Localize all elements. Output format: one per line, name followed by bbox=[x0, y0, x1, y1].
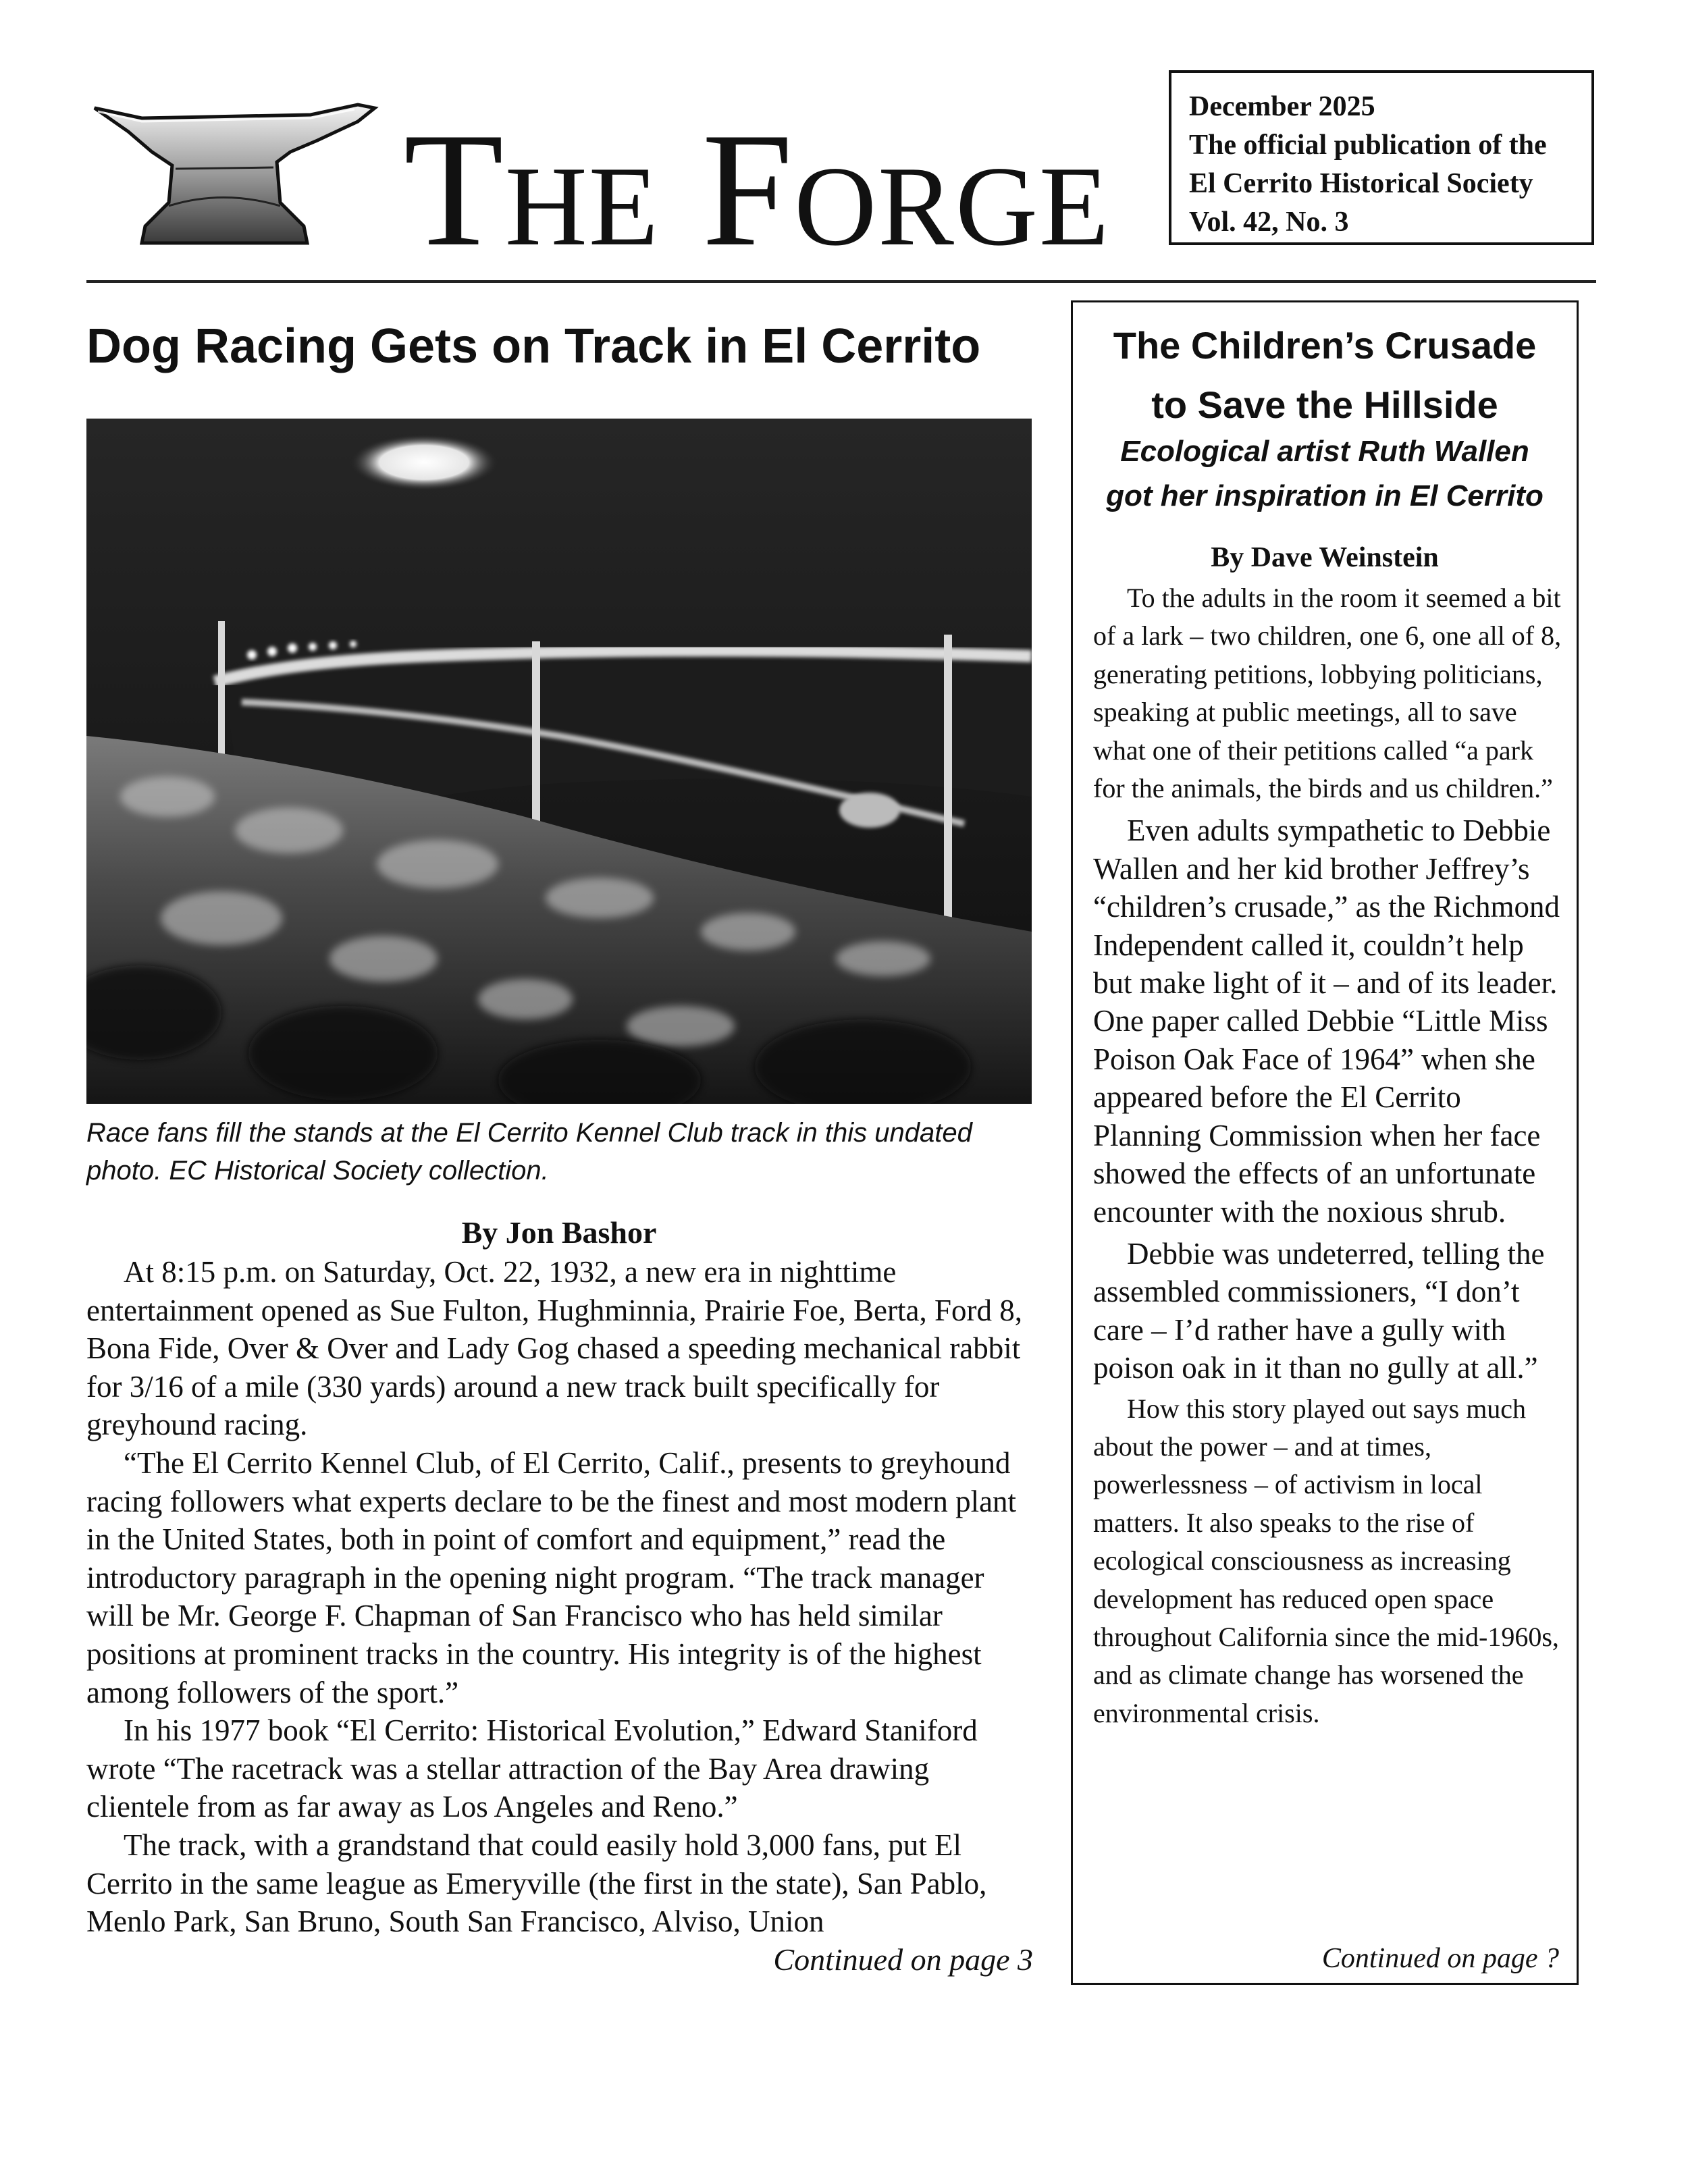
sidebar-title-line: to Save the Hillside bbox=[1151, 383, 1498, 426]
photo-caption: Race fans fill the stands at the El Cerrito Kennel Club track in this undated photo. EC Historical Society collection. bbox=[86, 1118, 972, 1186]
article-paragraph: The track, with a grandstand that could easily hold 3,000 fans, put El Cerrito in the same league as Emeryville (the first in the state), San Pablo, Menlo Park, San Bruno, South San Francisco, Alviso, Union bbox=[86, 1828, 987, 1939]
masthead bbox=[81, 68, 1607, 280]
article-paragraph: At 8:15 p.m. on Saturday, Oct. 22, 1932, a new era in nighttime entertainment opened as Sue Fulton, Hughminnia, Prairie Foe, Berta, Ford 8, Bona Fide, Over & Over and Lady Gog chased a speeding mechanical rabbit for 3/16 of a mile (330 yards) around a new track built specifically for greyhound racing. bbox=[86, 1255, 1022, 1442]
society-name: El Cerrito Historical Society bbox=[1189, 168, 1533, 199]
article-paragraph: In his 1977 book “El Cerrito: Historical Evolution,” Edward Staniford wrote “The racetrack was a stellar attraction of the Bay Area drawing clientele from as far away as Los Angeles and Reno.” bbox=[86, 1713, 978, 1824]
article-paragraph: “The El Cerrito Kennel Club, of El Cerrito, Calif., presents to greyhound racing followers what experts declare to be the finest and most modern plant in the United States, both in point of comfort and equipment,” read the introductory paragraph in the opening night program. “The track manager will be Mr. George F. Chapman of San Francisco who has held similar positions at prominent tracks in the country. His integrity is of the highest among followers of the sport.” bbox=[86, 1445, 1017, 1709]
masthead-divider bbox=[86, 280, 1596, 283]
racetrack-photo bbox=[86, 419, 1032, 1104]
sidebar-continued-link[interactable]: Continued on page ? bbox=[1321, 1943, 1559, 1974]
sidebar-title-line: The Children’s Crusade bbox=[1113, 324, 1537, 367]
main-headline: Dog Racing Gets on Track in El Cerrito bbox=[86, 319, 981, 373]
sidebar-paragraph: Even adults sympathetic to Debbie Wallen and her kid brother Jeffrey’s “children’s crusade,” as the Richmond Independent called it, couldn’t help but make light of it – and of its leader. One paper called Debbie “Little Miss Poison Oak Face of 1964” when she appeared before the El Cerrito Planning Commission when her face showed the effects of an unfortunate encounter with the noxious shrub. bbox=[1093, 814, 1560, 1229]
sidebar-body bbox=[1093, 579, 1566, 1732]
sidebar-paragraph: How this story played out says much about the power – and at times, powerlessness – of activism in local matters. It also speaks to the rise of ecological consciousness as increasing development has reduced open space throughout California since the mid-1960s, and as climate change has worsened the environmental crisis. bbox=[1093, 1393, 1559, 1728]
sidebar-paragraph: To the adults in the room it seemed a bit of a lark – two children, one 6, one all of 8, generating petitions, lobbying politicians, speaking at public meetings, all to save what one of their petitions called “a park for the animals, the birds and us children.” bbox=[1093, 583, 1562, 804]
sidebar-title bbox=[1073, 316, 1577, 435]
sidebar-subtitle-line: Ecological artist Ruth Wallen bbox=[1120, 435, 1529, 468]
main-article-body bbox=[86, 1253, 1032, 1941]
sidebar-subtitle-line: got her inspiration in El Cerrito bbox=[1106, 479, 1544, 512]
main-byline: By Jon Bashor bbox=[461, 1215, 657, 1250]
publication-description: The official publication of the bbox=[1189, 130, 1547, 161]
issue-date: December 2025 bbox=[1189, 91, 1375, 122]
publication-title: The Forge bbox=[404, 99, 1111, 280]
anvil-icon bbox=[88, 88, 385, 250]
sidebar-byline: By Dave Weinstein bbox=[1211, 542, 1439, 573]
sidebar-subtitle bbox=[1073, 429, 1577, 518]
sidebar-article bbox=[1071, 300, 1579, 1985]
main-continued-link[interactable]: Continued on page 3 bbox=[773, 1942, 1033, 1977]
sidebar-paragraph: Debbie was undeterred, telling the assembled commissioners, “I don’t care – I’d rather have a gully with poison oak in it than no gully at all.” bbox=[1093, 1236, 1545, 1385]
issue-info-box bbox=[1169, 70, 1594, 245]
volume-number: Vol. 42, No. 3 bbox=[1189, 207, 1349, 238]
